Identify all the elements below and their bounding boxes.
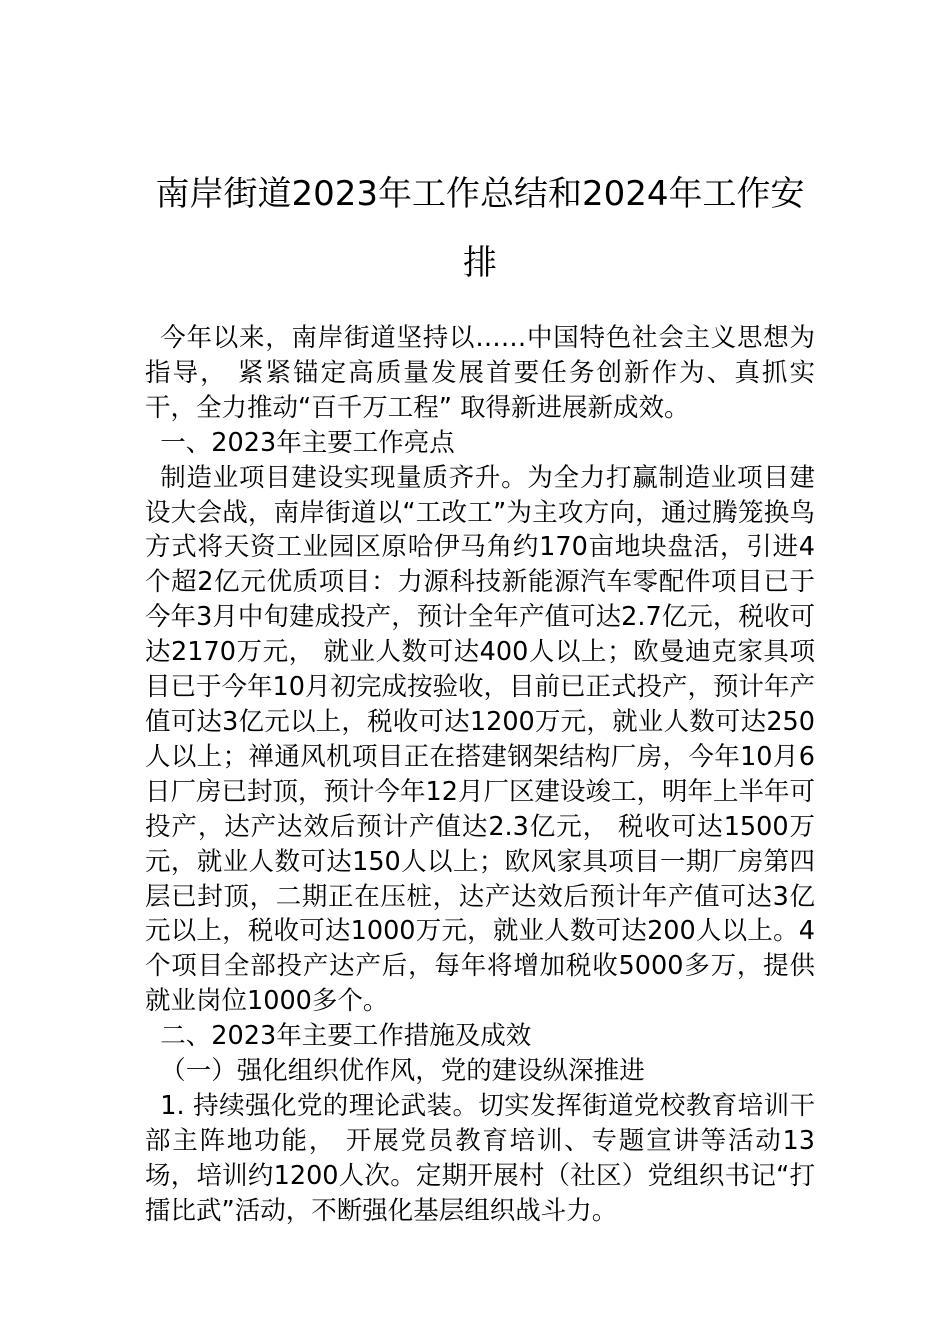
document-title: 南岸街道2023年工作总结和2024年工作安排 (155, 174, 805, 283)
manufacturing-paragraph: 制造业项目建设实现量质齐升。为全力打赢制造业项目建设大会战，南岸街道以“工改工”为主攻方向，通过腾笼换鸟方式将天资工业园区原哈伊马角约170亩地块盘活，引进4个超2亿元优质项目：力源科技新能源汽车零配件项目已于今年3月中旬建成投产，预计全年产值可达2.7亿元，税收可达2170万元， 就业人数可达400人以上；欧曼迪克家具项目已于今年10月初完成按验收，目前已正式投产，预计年产值可达3亿元以上，税收可达1200万元，就业人数可达250人以上；禅通风机项目正在搭建钢架结构厂房，今年10月6日厂房已封顶，预计今年12月厂区建设竣工，明年上半年可投产，达产达效后预计产值达2.3亿元， 税收可达1500万元，就业人数可达150人以上；欧风家具项目一期厂房第四层已封顶，二期正在压桩，达产达效后预计年产值可达3亿元以上，税收可达1000万元，就业人数可达200人以上。4个项目全部投产达产后，每年将增加税收5000多万，提供就业岗位1000多个。 (145, 462, 815, 1017)
item-paragraph-theory: 1. 持续强化党的理论武装。切实发挥街道党校教育培训干部主阵地功能， 开展党员教育培训、专题宣讲等活动13场，培训约1200人次。定期开展村（社区）党组织书记“打擂比武”活动，不断强化基层组织战斗力。 (145, 1090, 815, 1226)
intro-paragraph: 今年以来，南岸街道坚持以……中国特色社会主义思想为指导， 紧紧锚定高质量发展首要任务创新作为、真抓实干，全力推动“百千万工程” 取得新进展新成效。 (145, 323, 815, 423)
subsection-heading-party-building: （一）强化组织优作风，党的建设纵深推进 (160, 1056, 645, 1087)
section-heading-highlights: 一、2023年主要工作亮点 (160, 427, 455, 458)
section-heading-measures: 二、2023年主要工作措施及成效 (160, 1021, 532, 1052)
document-body (145, 321, 815, 1229)
